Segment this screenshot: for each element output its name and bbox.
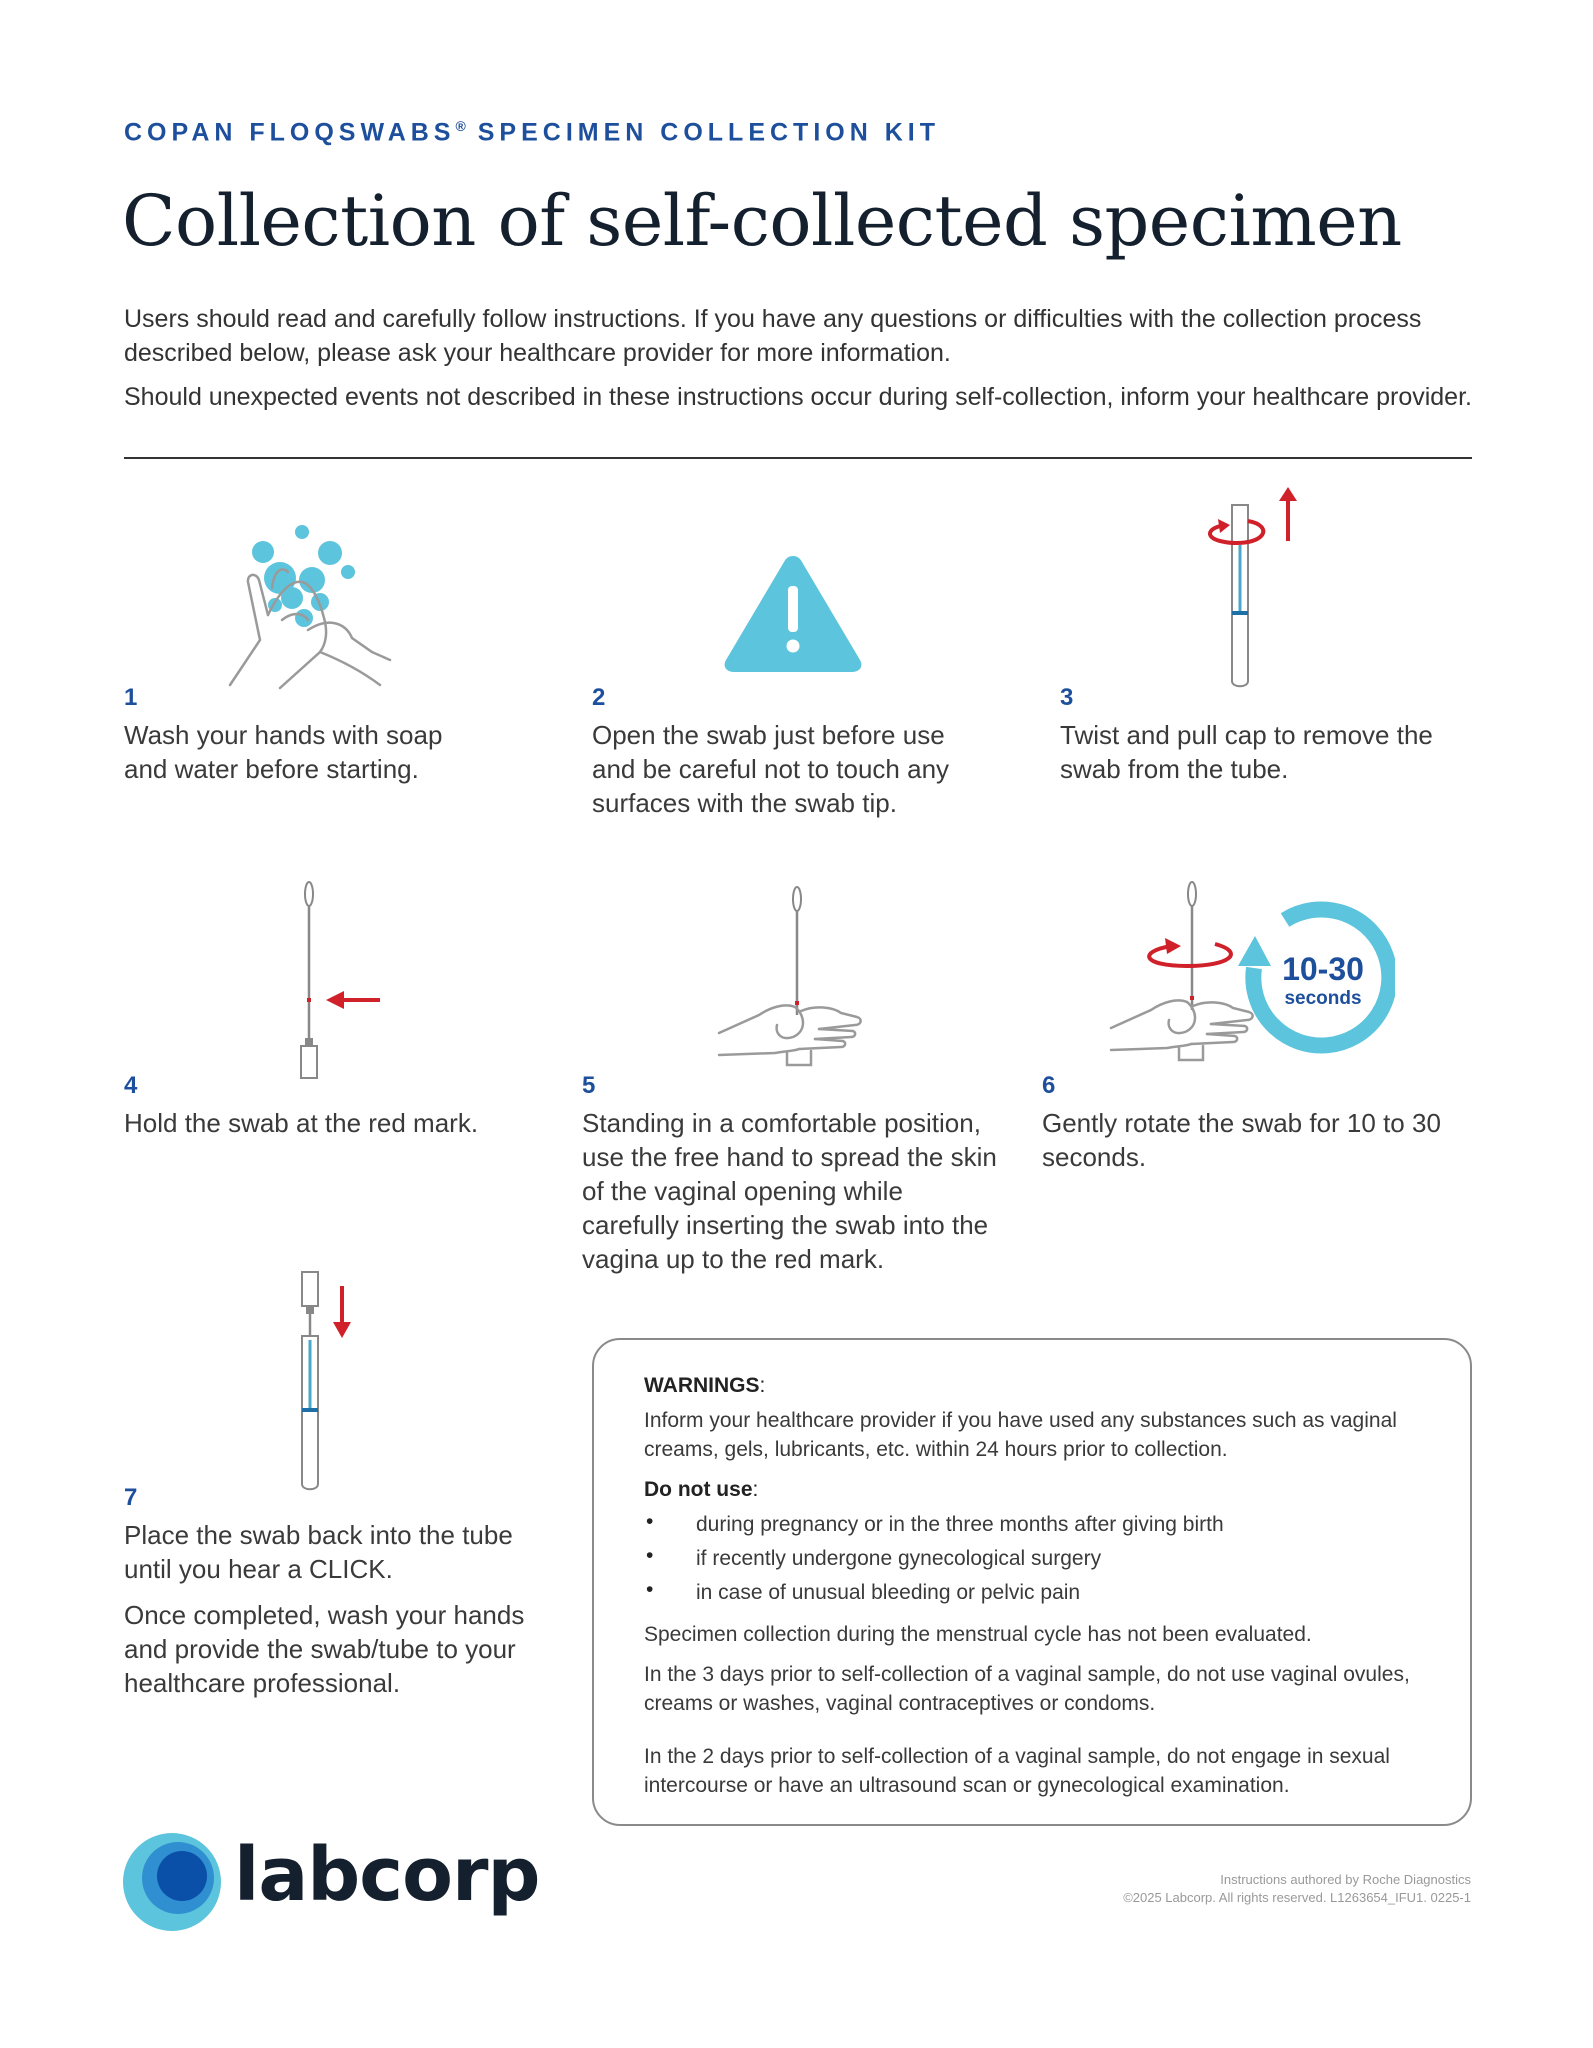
- timer-range: 10-30: [1282, 951, 1364, 987]
- warnings-heading: WARNINGS:: [644, 1374, 766, 1397]
- step-2-number: 2: [592, 684, 606, 711]
- labcorp-logo-text: labcorp: [234, 1832, 540, 1918]
- intro-paragraph-2: Should unexpected events not described in these instructions occur during self-collection, inform your healthcare provider.: [124, 383, 1472, 411]
- bullet-dot: •: [646, 1544, 654, 1567]
- labcorp-logo-icon: [122, 1832, 222, 1932]
- copyright-note: ©2025 Labcorp. All rights reserved. L1263654_IFU1. 0225-1: [1123, 1890, 1471, 1905]
- intro-paragraph-1: Users should read and carefully follow instructions. If you have any questions or difficulties with the collection process described below, please ask your healthcare provider for more information.: [124, 305, 1422, 367]
- timer-unit: seconds: [1284, 988, 1362, 1009]
- do-not-use-item: during pregnancy or in the three months after giving birth: [696, 1513, 1224, 1536]
- step-6-text: Gently rotate the swab for 10 to 30 seconds.: [1042, 1108, 1441, 1172]
- tube-twist-icon: [1190, 485, 1300, 690]
- two-days-note: In the 2 days prior to self-collection of a vaginal sample, do not engage in sexual intercourse or have an ultrasound scan or gynecological examination.: [644, 1745, 1390, 1797]
- swab-into-tube-icon: [280, 1268, 380, 1493]
- kicker-text-rest: SPECIMEN COLLECTION KIT: [465, 118, 940, 147]
- warnings-intro: Inform your healthcare provider if you have used any substances such as vaginal creams, gels, lubricants, etc. within 24 hours prior to collection.: [644, 1409, 1397, 1461]
- hand-washing-icon: [220, 520, 400, 690]
- step-7-text: Place the swab back into the tube until you hear a CLICK.: [124, 1520, 513, 1584]
- rotate-swab-timer-icon: [1095, 880, 1395, 1090]
- step-4-text: Hold the swab at the red mark.: [124, 1108, 479, 1138]
- three-days-note: In the 3 days prior to self-collection of a vaginal sample, do not use vaginal ovules, creams or washes, vaginal contraceptives or condoms.: [644, 1663, 1410, 1715]
- registered-mark: ®: [455, 118, 466, 134]
- authored-note: Instructions authored by Roche Diagnostics: [1220, 1872, 1471, 1887]
- step-6-number: 6: [1042, 1072, 1056, 1099]
- step-3-text: Twist and pull cap to remove the swab from the tube.: [1060, 720, 1433, 784]
- page-title: Collection of self-collected specimen: [122, 180, 1402, 262]
- step-7-followup-text: Once completed, wash your hands and provide the swab/tube to your healthcare professional.: [124, 1600, 525, 1698]
- kit-kicker: [124, 118, 940, 147]
- step-1-text: Wash your hands with soap and water before starting.: [124, 720, 443, 784]
- menstrual-note: Specimen collection during the menstrual cycle has not been evaluated.: [644, 1623, 1312, 1646]
- do-not-use-item: in case of unusual bleeding or pelvic pain: [696, 1581, 1081, 1604]
- bullet-dot: •: [646, 1510, 654, 1533]
- step-3-number: 3: [1060, 684, 1074, 711]
- step-5-number: 5: [582, 1072, 596, 1099]
- step-7-number: 7: [124, 1484, 138, 1511]
- bullet-dot: •: [646, 1578, 654, 1601]
- warning-triangle-icon: [722, 550, 864, 674]
- swab-red-mark-icon: [280, 880, 390, 1080]
- step-1-number: 1: [124, 684, 138, 711]
- hand-holding-swab-icon: [715, 885, 865, 1085]
- step-4-number: 4: [124, 1072, 138, 1099]
- do-not-use-heading: Do not use:: [644, 1478, 759, 1501]
- divider: [124, 457, 1472, 459]
- step-5-text: Standing in a comfortable position, use the free hand to spread the skin of the vaginal opening while carefully inserting the swab into the vagina up to the red mark.: [582, 1108, 997, 1274]
- do-not-use-item: if recently undergone gynecological surgery: [696, 1547, 1102, 1570]
- kicker-text: COPAN FLOQSWABS: [124, 118, 456, 147]
- step-2-text: Open the swab just before use and be careful not to touch any surfaces with the swab tip.: [592, 720, 950, 818]
